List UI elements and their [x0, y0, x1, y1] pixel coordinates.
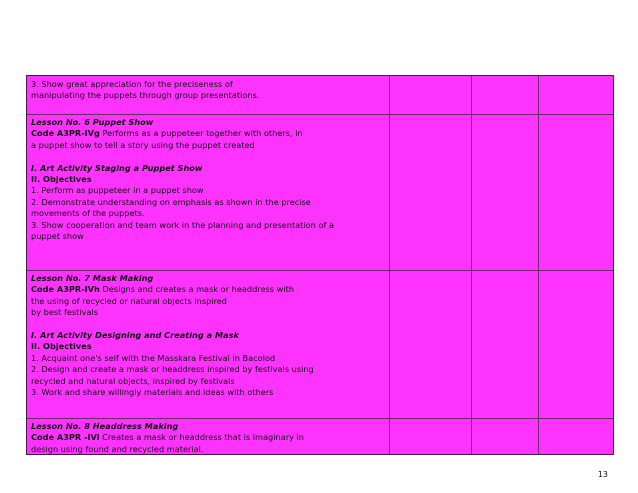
lesson-code-description: Creates a mask or headdress that is imaginary in: [99, 432, 304, 443]
table-row: [31, 79, 387, 102]
lesson-description: by best festivals: [31, 307, 99, 318]
row-divider: [27, 270, 613, 271]
art-activity: I. Art Activity Designing and Creating a Mask: [31, 330, 239, 341]
column-divider: [389, 76, 390, 454]
lesson-description: the using of recycled or natural objects inspired: [31, 295, 227, 306]
page-number: 13: [597, 470, 608, 479]
objectives-heading: II. Objectives: [31, 341, 92, 352]
lesson-code-line: [31, 128, 387, 139]
column-divider: [471, 76, 472, 454]
row-divider: [27, 114, 613, 115]
lesson-description: design using found and recycled material.: [31, 443, 204, 454]
art-activity: I. Art Activity Staging a Puppet Show: [31, 162, 203, 173]
lesson-title: Lesson No. 6 Puppet Show: [31, 117, 154, 127]
objective-line: manipulating the puppets through group presentations.: [31, 90, 260, 101]
objective-line: 1. Perform as puppeteer in a puppet show: [31, 185, 204, 196]
lesson-code: Code A3PR-IVh: [31, 284, 100, 295]
lesson-title: Lesson No. 7 Mask Making: [31, 273, 154, 283]
objective-line: 3. Show great appreciation for the preciseness of: [31, 79, 233, 89]
table-row: [31, 421, 387, 455]
objective-line: 3. Show cooperation and team work in the planning and presentation of a: [31, 219, 334, 230]
lesson-table: [26, 75, 614, 455]
lesson-code-line: [31, 432, 387, 443]
lesson-code-description: Performs as a puppeteer together with others, in: [99, 128, 303, 139]
row-divider: [27, 418, 613, 419]
objectives-heading: II. Objectives: [31, 174, 92, 185]
lesson-code-line: [31, 284, 387, 295]
table-row: [31, 273, 387, 398]
objective-line: 2. Demonstrate understanding on emphasis as shown in the precise: [31, 196, 311, 207]
objective-line: movements of the puppets.: [31, 208, 145, 219]
objective-line: 1. Acquaint one's self with the Masskara Festival in Bacolod: [31, 352, 276, 363]
objective-line: 3. Work and share willingly materials and ideas with others: [31, 387, 274, 398]
lesson-title: Lesson No. 8 Headdress Making: [31, 421, 179, 431]
lesson-description: a puppet show to tell a story using the puppet created: [31, 139, 255, 150]
lesson-code: Code A3PR-IVg: [31, 128, 100, 139]
column-divider: [538, 76, 539, 454]
table-row: [31, 117, 387, 242]
objective-line: 2. Design and create a mask or headdress inspired by festivals using: [31, 364, 314, 375]
objective-line: puppet show: [31, 231, 84, 242]
lesson-code-description: Designs and creates a mask or headdress with: [99, 284, 295, 295]
lesson-code: Code A3PR -IVi: [31, 432, 100, 443]
objective-line: recycled and natural objects, inspired by festivals: [31, 375, 235, 386]
